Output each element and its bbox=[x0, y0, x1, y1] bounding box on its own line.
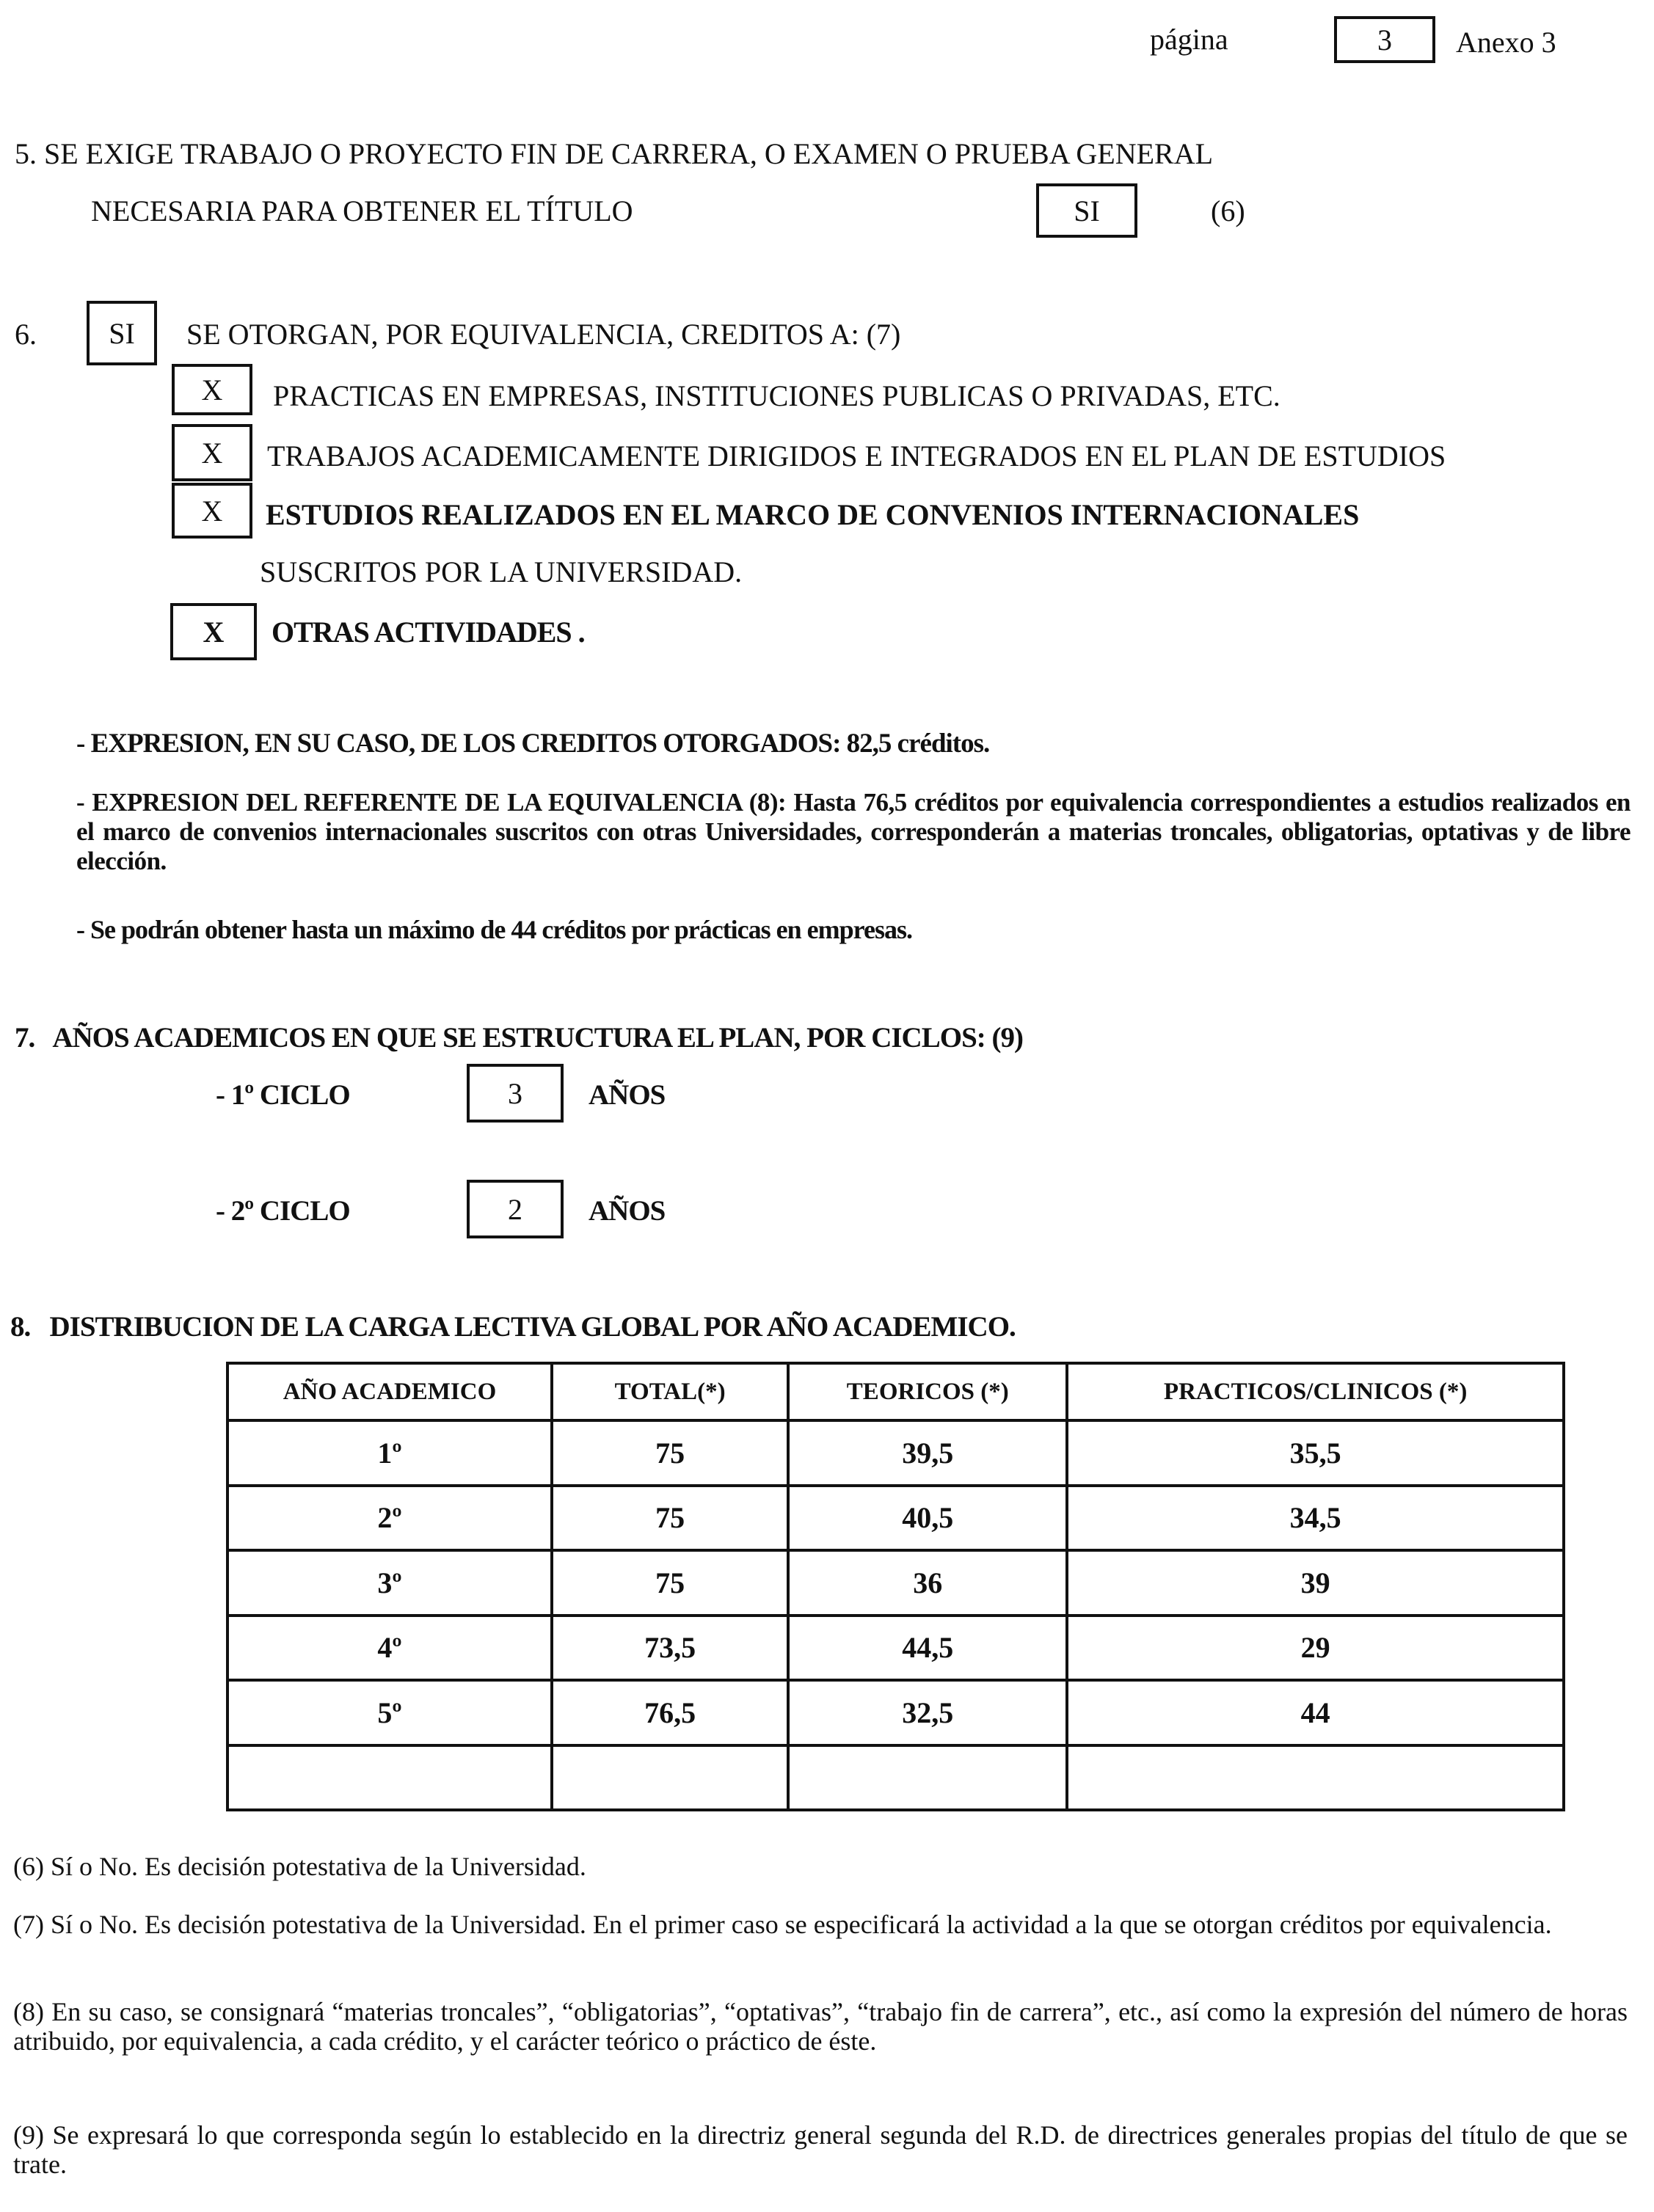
table-row bbox=[227, 1420, 1564, 1486]
section6-heading: SE OTORGAN, POR EQUIVALENCIA, CREDITOS A: (7) bbox=[186, 318, 901, 351]
cell-practicos: 35,5 bbox=[1067, 1420, 1564, 1486]
anexo-label: Anexo 3 bbox=[1456, 26, 1556, 59]
section5-line2: NECESARIA PARA OBTENER EL TÍTULO bbox=[91, 194, 633, 227]
footnote-7: (7) Sí o No. Es decisión potestativa de la Universidad. En el primer caso se especificará la actividad a la que se otorgan créditos por equivalencia. bbox=[13, 1910, 1552, 1939]
cell-ano bbox=[227, 1745, 552, 1811]
column-header-practicos: PRACTICOS/CLINICOS (*) bbox=[1067, 1363, 1564, 1420]
check-mark: X bbox=[201, 494, 223, 528]
cell-total bbox=[552, 1745, 788, 1811]
ciclo2-value: 2 bbox=[508, 1192, 522, 1226]
item-practicas: PRACTICAS EN EMPRESAS, INSTITUCIONES PUBLICAS O PRIVADAS, ETC. bbox=[273, 379, 1280, 412]
cell-teoricos: 39,5 bbox=[788, 1420, 1067, 1486]
ciclo2-label: - 2º CICLO bbox=[216, 1195, 350, 1227]
carga-lectiva-table bbox=[226, 1362, 1565, 1811]
item-estudios: ESTUDIOS REALIZADOS EN EL MARCO DE CONVENIOS INTERNACIONALES bbox=[266, 498, 1360, 531]
item-trabajos: TRABAJOS ACADEMICAMENTE DIRIGIDOS E INTEGRADOS EN EL PLAN DE ESTUDIOS bbox=[267, 439, 1446, 472]
cell-practicos: 44 bbox=[1067, 1680, 1564, 1745]
cell-total: 75 bbox=[552, 1486, 788, 1551]
check-mark: X bbox=[203, 615, 225, 649]
footnote-6: (6) Sí o No. Es decisión potestativa de la Universidad. bbox=[13, 1852, 586, 1881]
footnote-8: (8) En su caso, se consignará “materias troncales”, “obligatorias”, “optativas”, “trabajo fin de carrera”, etc., así como la expresión del número de horas atribuido, por equivalencia, a cada crédito, y el carácter teórico o práctico de éste. bbox=[13, 1997, 1628, 2056]
section6-number: 6. bbox=[15, 318, 37, 351]
cell-ano: 5º bbox=[227, 1680, 552, 1745]
checkbox-estudios bbox=[172, 483, 252, 539]
ciclo1-label: - 1º CICLO bbox=[216, 1079, 350, 1111]
cell-teoricos: 32,5 bbox=[788, 1680, 1067, 1745]
cell-practicos: 29 bbox=[1067, 1616, 1564, 1681]
table-row bbox=[227, 1680, 1564, 1745]
cell-ano: 1º bbox=[227, 1420, 552, 1486]
cell-total: 76,5 bbox=[552, 1680, 788, 1745]
bullet-creditos-otorgados: - EXPRESION, EN SU CASO, DE LOS CREDITOS OTORGADOS: 82,5 créditos. bbox=[76, 729, 990, 759]
section5-line1: 5. SE EXIGE TRABAJO O PROYECTO FIN DE CARRERA, O EXAMEN O PRUEBA GENERAL bbox=[15, 137, 1214, 170]
table-row bbox=[227, 1550, 1564, 1616]
cell-practicos: 39 bbox=[1067, 1550, 1564, 1616]
cell-practicos bbox=[1067, 1745, 1564, 1811]
section5-answer: SI bbox=[1074, 194, 1100, 227]
page-number-box bbox=[1334, 16, 1435, 63]
cell-total: 75 bbox=[552, 1420, 788, 1486]
footnote-9: (9) Se expresará lo que corresponda según lo establecido en la directriz general segunda del R.D. de directrices generales propias del título de que se trate. bbox=[13, 2120, 1628, 2179]
pagina-label: página bbox=[1150, 23, 1228, 56]
table-row bbox=[227, 1616, 1564, 1681]
cell-teoricos: 44,5 bbox=[788, 1616, 1067, 1681]
section6-answer: SI bbox=[109, 316, 135, 350]
section5-answer-box bbox=[1036, 183, 1137, 238]
cell-teoricos: 40,5 bbox=[788, 1486, 1067, 1551]
column-header-ano: AÑO ACADEMICO bbox=[227, 1363, 552, 1420]
bullet-referente: - EXPRESION DEL REFERENTE DE LA EQUIVALENCIA (8): Hasta 76,5 créditos por equivalencia correspondientes a estudios realizados en el marco de convenios internacionales suscritos con otras Universidades, corresponderán a materias troncales, obligatorias, optativas y de libre elección. bbox=[76, 788, 1631, 875]
ciclo2-value-box bbox=[467, 1180, 564, 1238]
table-header-row bbox=[227, 1363, 1564, 1420]
cell-total: 75 bbox=[552, 1550, 788, 1616]
checkbox-otras bbox=[170, 603, 257, 660]
checkbox-practicas bbox=[172, 364, 252, 415]
ciclo1-anos: AÑOS bbox=[589, 1079, 666, 1111]
check-mark: X bbox=[201, 373, 223, 406]
cell-practicos: 34,5 bbox=[1067, 1486, 1564, 1551]
section7-heading: 7. AÑOS ACADEMICOS EN QUE SE ESTRUCTURA EL PLAN, POR CICLOS: (9) bbox=[15, 1022, 1023, 1054]
cell-total: 73,5 bbox=[552, 1616, 788, 1681]
table-row-empty bbox=[227, 1745, 1564, 1811]
cell-teoricos bbox=[788, 1745, 1067, 1811]
column-header-total: TOTAL(*) bbox=[552, 1363, 788, 1420]
section5-note: (6) bbox=[1211, 194, 1245, 227]
cell-ano: 2º bbox=[227, 1486, 552, 1551]
section6-answer-box bbox=[87, 301, 157, 365]
section8-heading: 8. DISTRIBUCION DE LA CARGA LECTIVA GLOBAL POR AÑO ACADEMICO. bbox=[10, 1311, 1016, 1343]
cell-teoricos: 36 bbox=[788, 1550, 1067, 1616]
item-estudios-cont: SUSCRITOS POR LA UNIVERSIDAD. bbox=[260, 555, 743, 588]
ciclo2-anos: AÑOS bbox=[589, 1195, 666, 1227]
item-otras: OTRAS ACTIVIDADES . bbox=[272, 616, 585, 649]
cell-ano: 3º bbox=[227, 1550, 552, 1616]
bullet-practicas-empresas: - Se podrán obtener hasta un máximo de 44 créditos por prácticas en empresas. bbox=[76, 915, 912, 944]
ciclo1-value-box bbox=[467, 1064, 564, 1123]
cell-ano: 4º bbox=[227, 1616, 552, 1681]
checkbox-trabajos bbox=[172, 424, 252, 481]
table-row bbox=[227, 1486, 1564, 1551]
ciclo1-value: 3 bbox=[508, 1076, 522, 1110]
check-mark: X bbox=[201, 436, 223, 470]
page-number: 3 bbox=[1377, 23, 1392, 56]
column-header-teoricos: TEORICOS (*) bbox=[788, 1363, 1067, 1420]
